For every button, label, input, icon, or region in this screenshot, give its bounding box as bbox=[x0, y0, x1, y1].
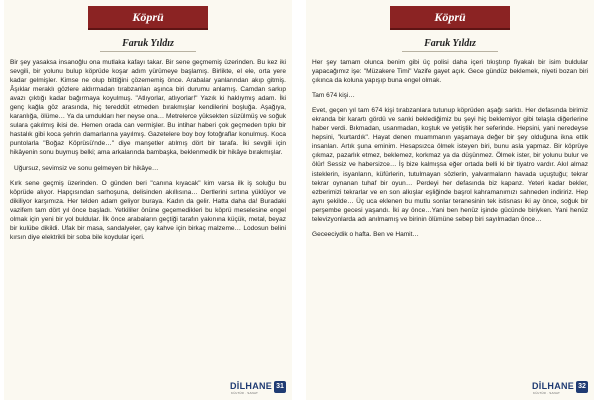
paragraph: Bir şey yasaksa insanoğlu ona mutlaka kafayı takar. Bir sene geçmemiş üzerinden. Bu kez iki sevgili, bir yolunu bulup köprüde koşar adım yürümeye başlamış. Birlikte, el ele, orta yere kadar gelmişler. Kimse ne olup bittiğini çözememiş önce. Arabalar yanlarından akıp gitmiş. Âşıklar meraklı gözlere aldırmadan tırabzanları aşınca biri durumu anlamış. Camdan sarkıp avazı çıktığı kadar bağırmaya koyulmuş. "Atlıyorlar, atlıyorlar!" Yazık ki haklıymış adam. İki genç kağla göz arasında, hiç tereddüt etmeden bırakmışlar kendilerini boşluğa. Aşağıya, karanlığa, ölüme… Ya da umdukları her neyse ona… Metrelerce yüksekten süzülmüş ve soğuk sulara çakılmış ikisi de. Hemen orada can vermişler. Bu intihar haberi çok geçmeden tıpkı bir hastalık gibi koca şehrin damarlarına yayılmış. Gazetelere boy boy fotoğraflar konulmuş. Koca puntolarla "Boğaz Köprüsü'nde…" diye manşetler atılmış dört bir tarafa. İki sevgili için hikâyenin sonu buymuş belki; ama arkalarında bambaşka, beklenmedik bir hikâye bırakmışlar. bbox=[10, 59, 286, 157]
paragraph: Her şey tamam olunca benim gibi üç polisi daha içeri tıkıştırıp fiyakalı bir isim buldular yapacağımız işe: "Müzakere Timi" Vazife gayet açık. Gece gündüz beklemek, niyeti bozan biri çıkınca da koluna yapışıp buna engel olmak. bbox=[312, 59, 588, 85]
paragraph: Uğursuz, sevimsiz ve sonu gelmeyen bir hikâye… bbox=[14, 164, 159, 172]
paragraph: Tam 674 kişi… bbox=[312, 92, 355, 100]
paragraph: Evet, geçen yıl tam 674 kişi tırabzanlara tutunup köprüden aşağı sarktı. Her defasında birimiz ekranda bir karartı gördü ve sanki beklediğimiz bu şeyi hiç beklemiyor gibi telaşla diğerlerine haber verdi. Bıkmadan, usanmadan, koştuk ve yetiştik her seferinde. Hepsini, yani neredeyse hepsini, "kurtardık". Hayat denen muammanın yaşamaya değer bir şey olduğuna ikna ettik insanları. Artık şuna eminim. Hesapsızca ölmek isteyen biri, bunu asla yapmaz. Bir köprüye çıkmaz, pazarlık etmez, beklemez, korkmaz ya da düşünmez. Ölmek ister, bir yolunu bulur ve ölür! Sessiz ve habersizce… İş bize kalmışsa eğer ortada belli ki bir tiyatro vardır. Akıl almaz isteklerin, isyanların, küfürlerin, tutulmayan sözlerin, yalvarmaların havada uçuştuğu; tekrar tekrar oynanan tuhaf bir oyun… Perdeyi her defasında biz kapanz. Yeteri kadar bekler, ezberimizi tekrarlar ve en son alkışlar eşliğinde başrol kahramanımızı sahneden indiririz. Hep aynı şekilde… Üç uca eklenen bu mutlu sonlar teranesinin tek istisnası iki ay önce, soğuk bir perşembe gecesi yaşandı. İki ay önce…Yani ben henüz işinde gücünde biriyken. Yani henüz televizyonlarda adı anılmamış ve birinin ölümüne sebep biri sayılmadan önce… bbox=[312, 107, 588, 223]
title-divider bbox=[402, 51, 498, 52]
logo-tagline: KÜLTÜR · SANAT bbox=[231, 391, 259, 395]
title-divider bbox=[100, 51, 196, 52]
paragraph: Kırk sene geçmiş üzerinden. O günden beri "canına kıyacak" kim varsa ilk iş soluğu bu köprüde alıyor. Hapçısından sarhoşuna, delisinden akıllısına… Dertlerini sırtına yüklüyor ve dikiliyor karşımıza. Her telden adam geliyor buraya. Kadın da gelir. Hatta daha da! Buradaki vazifem tam dört yıl önce başladı. Yetkililer önüne geçemedikleri bu köprü meselesine engel olmak için yeni bir yol buldular. İlk önce arabaların geçtiği tarafın yakınına küçük, metal, beyaz bir kulübe dikildi. Ufak bir masa, sandalyeler, çay kahve için birkaç malzeme… Lodosun belini kırsın diye elektrikli bir soba bile koydular içeri. bbox=[10, 179, 286, 241]
publisher-logo bbox=[230, 380, 288, 396]
publisher-logo bbox=[532, 380, 590, 396]
author-name: Faruk Yıldız bbox=[424, 38, 476, 49]
logo-wordmark: DİLHANE bbox=[532, 381, 575, 391]
logo-tagline: KÜLTÜR · SANAT bbox=[533, 391, 561, 395]
paragraph: Geceeciydik o hafta. Ben ve Hamit… bbox=[312, 230, 419, 238]
page-number: 31 bbox=[274, 381, 286, 393]
article-body bbox=[312, 58, 588, 245]
logo-wordmark: DİLHANE bbox=[230, 381, 273, 391]
right-page bbox=[306, 0, 594, 400]
author-name: Faruk Yıldız bbox=[122, 38, 174, 49]
section-title-banner: Köprü bbox=[390, 6, 510, 30]
article-body bbox=[10, 58, 286, 248]
section-title-banner: Köprü bbox=[88, 6, 208, 30]
page-number: 32 bbox=[576, 381, 588, 393]
left-page bbox=[4, 0, 292, 400]
